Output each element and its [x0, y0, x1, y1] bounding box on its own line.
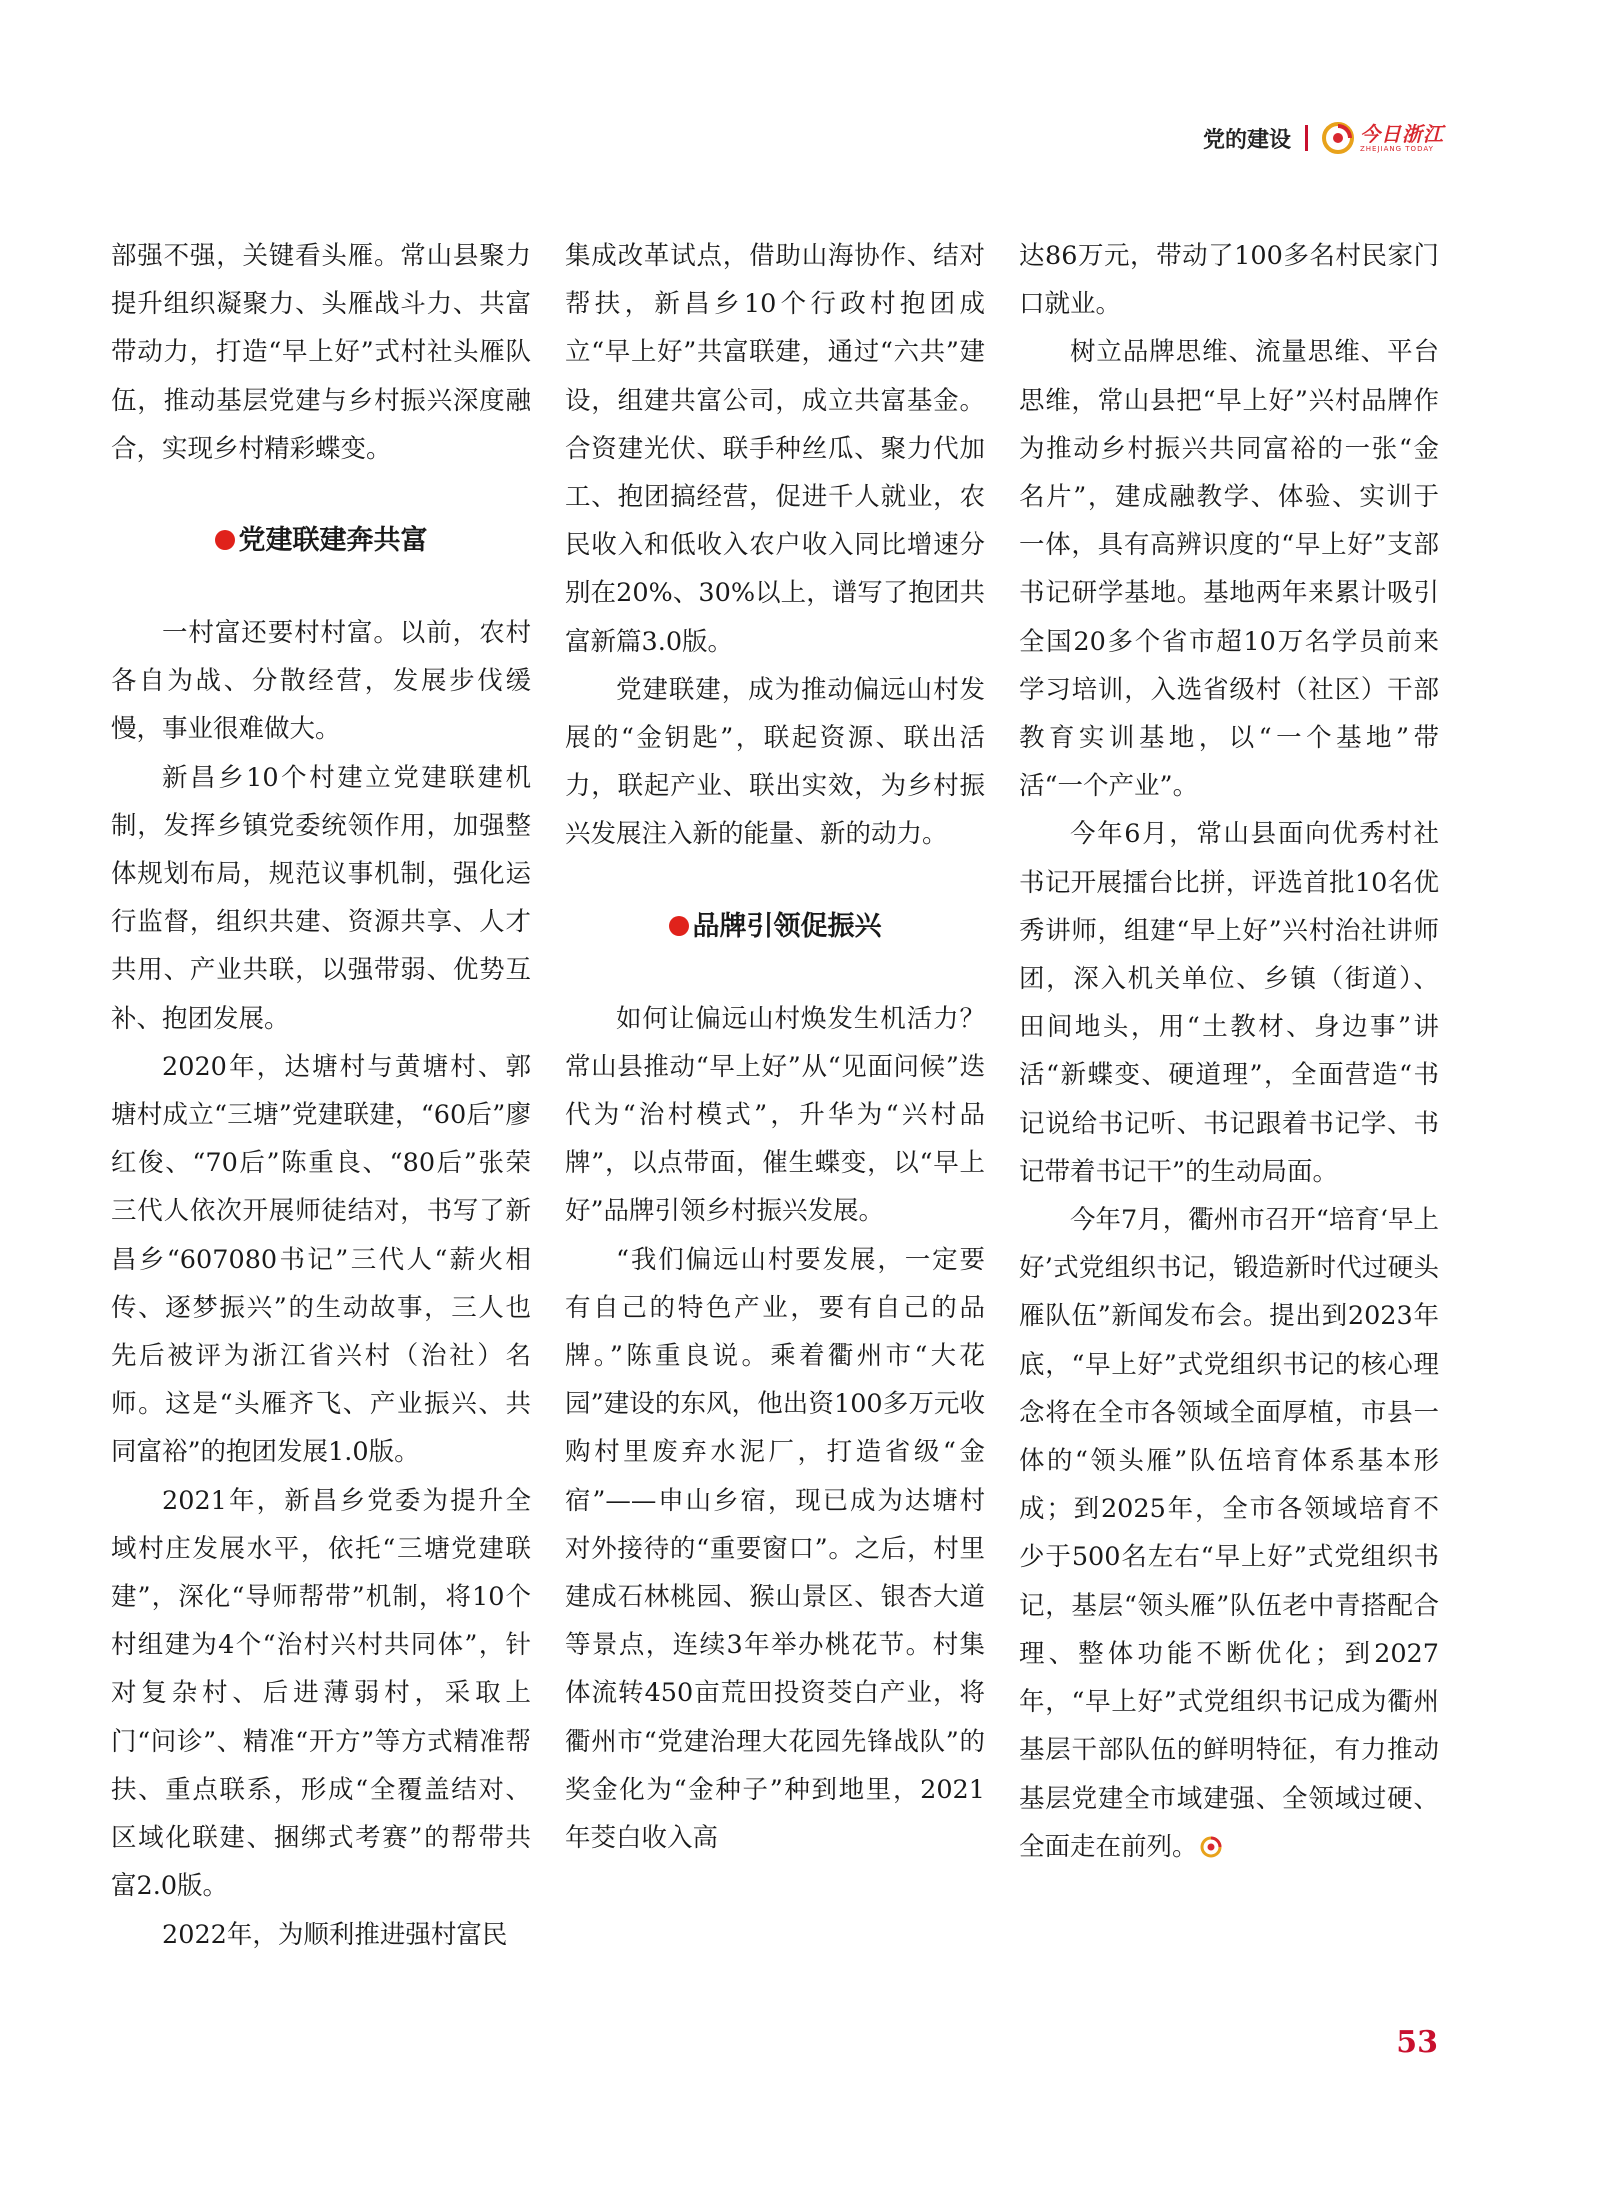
header-divider	[1305, 125, 1308, 151]
logo-chinese: 今日浙江	[1360, 121, 1444, 146]
paragraph: 今年6月，常山县面向优秀村社书记开展擂台比拼，评选首批10名优秀讲师，组建“早上好”兴村治社讲师团，深入机关单位、乡镇（街道）、田间地头，用“土教材、身边事”讲活“新蝶变、硬道理”，全面营造“书记说给书记听、书记跟着书记学、书记带着书记干”的生动局面。	[1019, 819, 1439, 1187]
paragraph: “我们偏远山村要发展，一定要有自己的特色产业，要有自己的品牌。”陈重良说。乘着衢州市“大花园”建设的东风，他出资100多万元收购村里废弃水泥厂，打造省级“金宿”——申山乡宿，现已成为达塘村对外接待的“重要窗口”。之后，村里建成石林桃园、猴山景区、银杏大道等景点，连续3年举办桃花节。村集体流转450亩荒田投资茭白产业，将衢州市“党建治理大花园先锋战队”的奖金化为“金种子”种到地里，2021年茭白收入高	[565, 1244, 985, 1854]
column-1	[111, 232, 531, 1959]
magazine-logo	[1322, 122, 1444, 154]
page-number: 53	[1396, 2025, 1438, 2060]
paragraph: 2022年，为顺利推进强村富民	[162, 1919, 508, 1950]
paragraph: 党建联建，成为推动偏远山村发展的“金钥匙”，联起资源、联出活力，联起产业、联出实效，为乡村振兴发展注入新的能量、新的动力。	[565, 674, 985, 850]
paragraph: 集成改革试点，借助山海协作、结对帮扶，新昌乡10个行政村抱团成立“早上好”共富联建，通过“六共”建设，组建共富公司，成立共富基金。合资建光伏、联手种丝瓜、聚力代加工、抱团搞经营，促进千人就业，农民收入和低收入农户收入同比增速分别在20%、30%以上，谱写了抱团共富新篇3.0版。	[565, 241, 985, 657]
paragraph: 一村富还要村村富。以前，农村各自为战、分散经营，发展步伐缓慢，事业很难做大。	[111, 618, 531, 745]
paragraph: 达86万元，带动了100多名村民家门口就业。	[1019, 241, 1439, 320]
paragraph: 如何让偏远山村焕发生机活力？常山县推动“早上好”从“见面问候”迭代为“治村模式”，升华为“兴村品牌”，以点带面，催生蝶变，以“早上好”品牌引领乡村振兴发展。	[565, 1003, 985, 1227]
paragraph: 新昌乡10个村建立党建联建机制，发挥乡镇党委统领作用，加强整体规划布局，规范议事机制，强化运行监督，组织共建、资源共享、人才共用、产业共联，以强带弱、优势互补、抱团发展。	[111, 762, 531, 1034]
section-title: 党的建设	[1202, 127, 1291, 153]
section-heading: 党建联建奔共富	[111, 517, 531, 565]
logo-english: ZHEJIANG TODAY	[1360, 144, 1434, 153]
paragraph: 2020年，达塘村与黄塘村、郭塘村成立“三塘”党建联建，“60后”廖红俊、“70后”陈重良、“80后”张荣三代人依次开展师徒结对，书写了新昌乡“607080书记”三代人“薪火相传、逐梦振兴”的生动故事，三人也先后被评为浙江省兴村（治社）名师。这是“头雁齐飞、产业振兴、共同富裕”的抱团发展1.0版。	[111, 1051, 531, 1468]
logo-swirl-icon	[1322, 122, 1354, 154]
page-header	[1203, 122, 1444, 154]
paragraph: 部强不强，关键看头雁。常山县聚力提升组织凝聚力、头雁战斗力、共富带动力，打造“早上好”式村社头雁队伍，推动基层党建与乡村振兴深度融合，实现乡村精彩蝶变。	[111, 241, 531, 464]
section-heading: 品牌引领促振兴	[565, 903, 985, 951]
paragraph-text: 今年7月，衢州市召开“培育‘早上好’式党组织书记，锻造新时代过硬头雁队伍”新闻发布会。提出到2023年底，“早上好”式党组织书记的核心理念将在全市各领域全面厚植，市县一体的“领头雁”队伍培育体系基本形成；到2025年，全市各领域培育不少于500名左右“早上好”式党组织书记，基层“领头雁”队伍老中青搭配合理、整体功能不断优化；到2027年，“早上好”式党组织书记成为衢州基层干部队伍的鲜明特征，有力推动基层党建全市域建强、全领域过硬、全面走在前列。	[1019, 1205, 1439, 1862]
end-mark-icon	[1200, 1836, 1222, 1858]
column-3	[1019, 232, 1439, 1871]
paragraph: 2021年，新昌乡党委为提升全域村庄发展水平，依托“三塘党建联建”，深化“导师帮带”机制，将10个村组建为4个“治村兴村共同体”，针对复杂村、后进薄弱村，采取上门“问诊”、精准“开方”等方式精准帮扶、重点联系，形成“全覆盖结对、区域化联建、捆绑式考赛”的帮带共富2.0版。	[111, 1485, 531, 1902]
paragraph: 树立品牌思维、流量思维、平台思维，常山县把“早上好”兴村品牌作为推动乡村振兴共同富裕的一张“金名片”，建成融教学、体验、实训于一体，具有高辨识度的“早上好”支部书记研学基地。基地两年来累计吸引全国20多个省市超10万名学员前来学习培训，入选省级村（社区）干部教育实训基地，以“一个基地”带活“一个产业”。	[1019, 337, 1439, 802]
red-dot-icon	[215, 530, 235, 550]
column-2	[565, 232, 985, 1862]
paragraph	[1019, 1196, 1439, 1871]
red-dot-icon	[669, 916, 689, 936]
